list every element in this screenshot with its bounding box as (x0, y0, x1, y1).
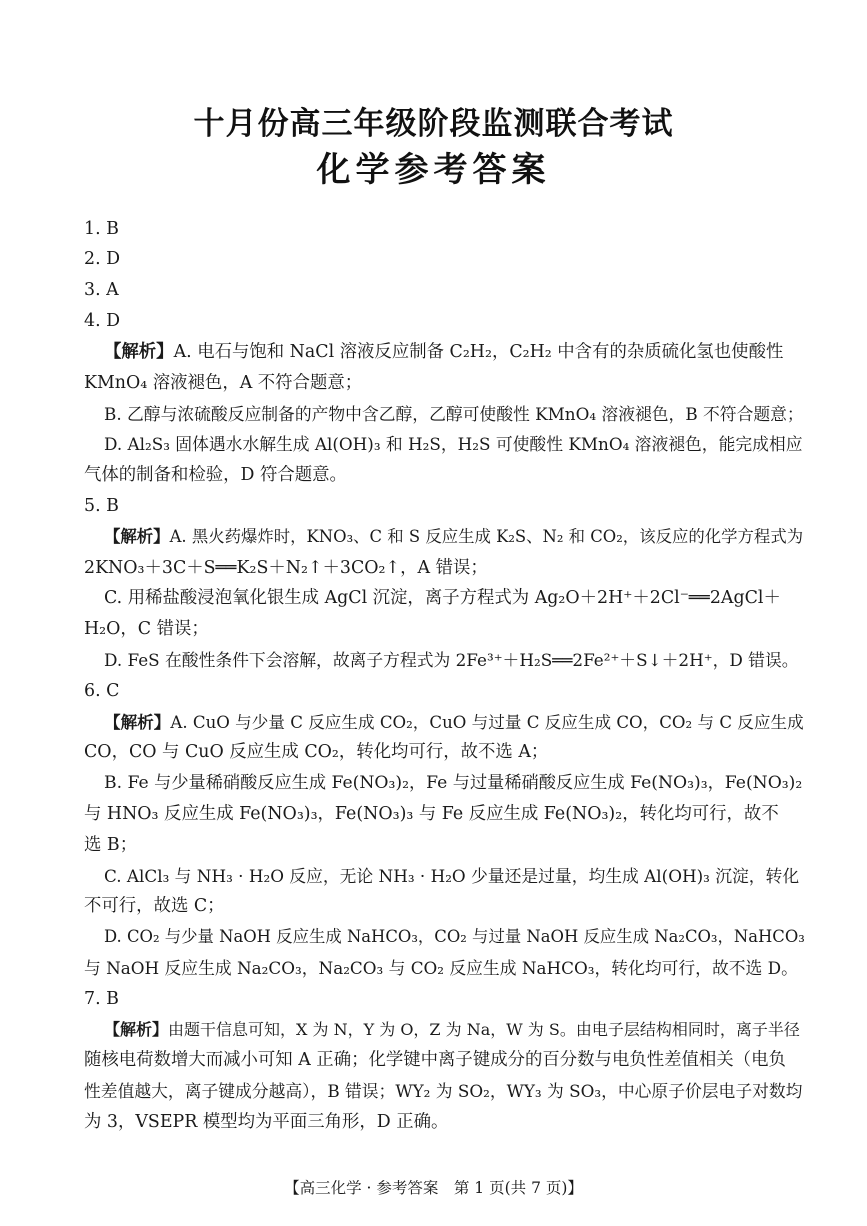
q6-analysis-line: D. CO₂ 与少量 NaOH 反应生成 NaHCO₃，CO₂ 与过量 NaOH 反应生成 Na₂CO₃，NaHCO₃ (104, 927, 805, 946)
answer-5: 5. B (84, 496, 119, 516)
analysis-label: 【解析】 (104, 342, 174, 362)
q6-analysis-line: 不可行，故选 C； (84, 896, 225, 916)
q7-analysis-line: 为 3，VSEPR 模型均为平面三角形，D 正确。 (84, 1112, 449, 1132)
q7-analysis-line: 性差值越大，离子键成分越高），B 错误；WY₂ 为 SO₂，WY₃ 为 SO₃，中心原子价层电子对数均 (84, 1081, 803, 1101)
q6-analysis-line: 【解析】A. CuO 与少量 C 反应生成 CO₂，CuO 与过量 C 反应生成 CO，CO₂ 与 C 反应生成 (104, 712, 804, 732)
analysis-label: 【解析】 (104, 1020, 169, 1039)
q5-analysis-line: H₂O，C 错误； (84, 619, 209, 639)
analysis-label: 【解析】 (104, 712, 171, 732)
answer-1: 1. B (84, 219, 119, 239)
answer-2: 2. D (84, 249, 121, 269)
page-subtitle: 化学参考答案 (316, 150, 551, 190)
q4-analysis-line: B. 乙醇与浓硫酸反应制备的产物中含乙醇，乙醇可使酸性 KMnO₄ 溶液褪色，B 不符合题意； (104, 404, 804, 424)
answer-3: 3. A (84, 280, 119, 300)
q5-analysis-line: C. 用稀盐酸浸泡氧化银生成 AgCl 沉淀，离子方程式为 Ag₂O＋2H⁺＋2Cl⁻══2AgCl＋ (104, 588, 781, 608)
q6-analysis-line: C. AlCl₃ 与 NH₃ · H₂O 反应，无论 NH₃ · H₂O 少量还是过量，均生成 Al(OH)₃ 沉淀，转化 (104, 866, 800, 886)
analysis-label: 【解析】 (104, 527, 170, 546)
page-footer: 【高三化学 · 参考答案 第 1 页(共 7 页)】 (284, 1179, 583, 1197)
q5-analysis-line: 【解析】A. 黑火药爆炸时，KNO₃、C 和 S 反应生成 K₂S、N₂ 和 CO₂，该反应的化学方程式为 (104, 527, 804, 546)
q7-analysis-line: 【解析】由题干信息可知，X 为 N，Y 为 O，Z 为 Na，W 为 S。由电子层结构相同时，离子半径 (104, 1020, 800, 1039)
q7-analysis-line: 随核电荷数增大而减小可知 A 正确；化学键中离子键成分的百分数与电负性差值相关（电负 (84, 1050, 786, 1070)
q6-analysis-line: 与 NaOH 反应生成 Na₂CO₃，Na₂CO₃ 与 CO₂ 反应生成 NaHCO₃，转化均可行，故不选 D。 (84, 958, 798, 978)
answer-6: 6. C (84, 681, 120, 701)
q5-analysis-line: 2KNO₃＋3C＋S══K₂S＋N₂↑＋3CO₂↑，A 错误； (84, 558, 488, 578)
page-title: 十月份高三年级阶段监测联合考试 (193, 106, 674, 142)
q6-analysis-line: 与 HNO₃ 反应生成 Fe(NO₃)₃，Fe(NO₃)₃ 与 Fe 反应生成 Fe(NO₃)₂，转化均可行，故不 (84, 804, 779, 824)
answer-7: 7. B (84, 989, 119, 1009)
q6-analysis-line: B. Fe 与少量稀硝酸反应生成 Fe(NO₃)₂，Fe 与过量稀硝酸反应生成 Fe(NO₃)₃，Fe(NO₃)₂ (104, 773, 803, 793)
q6-analysis-line: CO，CO 与 CuO 反应生成 CO₂，转化均可行，故不选 A； (84, 742, 549, 762)
q4-analysis-line: 【解析】A. 电石与饱和 NaCl 溶液反应制备 C₂H₂，C₂H₂ 中含有的杂质硫化氢也使酸性 (104, 342, 784, 362)
q4-analysis-line: D. Al₂S₃ 固体遇水水解生成 Al(OH)₃ 和 H₂S，H₂S 可使酸性 KMnO₄ 溶液褪色，能完成相应 (104, 434, 803, 454)
q6-analysis-line: 选 B； (84, 835, 138, 855)
q4-analysis-line: 气体的制备和检验，D 符合题意。 (84, 465, 347, 485)
q4-analysis-line: KMnO₄ 溶液褪色，A 不符合题意； (84, 373, 363, 393)
answer-4: 4. D (84, 311, 121, 331)
q5-analysis-line: D. FeS 在酸性条件下会溶解，故离子方程式为 2Fe³⁺＋H₂S══2Fe²⁺＋S↓＋2H⁺，D 错误。 (104, 650, 799, 670)
